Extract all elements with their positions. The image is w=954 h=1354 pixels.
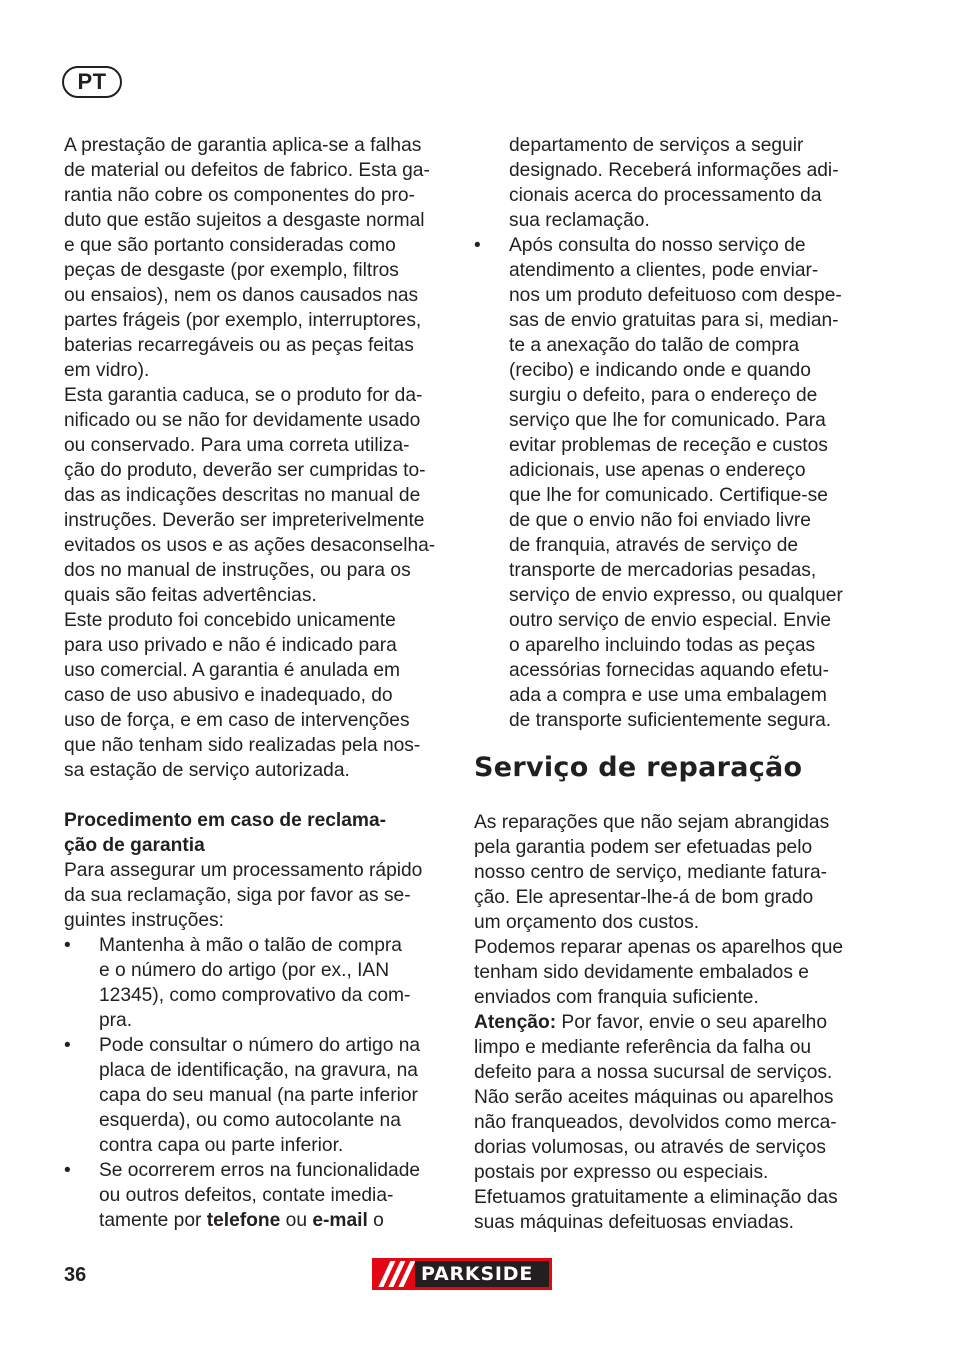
text-line: Podemos reparar apenas os aparelhos que bbox=[474, 937, 844, 958]
text-line: nosso centro de serviço, mediante fatura- bbox=[474, 862, 828, 883]
text-line: guintes instruções: bbox=[64, 910, 224, 931]
text-line: As reparações que não sejam abrangidas bbox=[474, 812, 830, 833]
text-line: Efetuamos gratuitamente a eliminação das bbox=[474, 1187, 838, 1208]
text-line: ção. Ele apresentar-lhe-á de bom grado bbox=[474, 887, 814, 908]
parkside-logo bbox=[372, 1258, 552, 1290]
text-line: Para assegurar um processamento rápido bbox=[64, 860, 423, 881]
text-line: adicionais, use apenas o endereço bbox=[509, 460, 806, 481]
text-line: o aparelho incluindo todas as peças bbox=[509, 635, 816, 656]
text-line: pela garantia podem ser efetuadas pelo bbox=[474, 837, 813, 858]
bullet-item bbox=[64, 933, 449, 1033]
text-line: transporte de mercadorias pesadas, bbox=[509, 560, 817, 581]
logo-stripes-icon bbox=[375, 1261, 415, 1287]
text-line: e que são portanto consideradas como bbox=[64, 235, 396, 256]
warranty-paragraph-3 bbox=[64, 608, 449, 783]
text-line: dos no manual de instruções, ou para os bbox=[64, 560, 411, 581]
bullet-item bbox=[64, 1158, 449, 1233]
text-line: Após consulta do nosso serviço de bbox=[509, 235, 806, 256]
right-column bbox=[474, 133, 864, 733]
page-number: 36 bbox=[64, 1264, 87, 1286]
text-line: ção de garantia bbox=[64, 835, 205, 856]
brand-name: PARKSIDE bbox=[421, 1263, 534, 1285]
text-line: de transporte suficientemente segura. bbox=[509, 710, 832, 731]
text-line: atendimento a clientes, pode enviar- bbox=[509, 260, 819, 281]
text-line: tenham sido devidamente embalados e bbox=[474, 962, 809, 983]
text-line: enviados com franquia suficiente. bbox=[474, 987, 759, 1008]
text-line: ou ensaios), nem os danos causados nas bbox=[64, 285, 419, 306]
text-line: placa de identificação, na gravura, na bbox=[99, 1060, 418, 1081]
text-line: instruções. Deverão ser impreterivelmente bbox=[64, 510, 425, 531]
text-line: evitar problemas de receção e custos bbox=[509, 435, 828, 456]
text-line: nificado ou se não for devidamente usado bbox=[64, 410, 421, 431]
repair-service-heading: Serviço de reparação bbox=[474, 752, 803, 783]
text-line: serviço que lhe for comunicado. Para bbox=[509, 410, 826, 431]
attention-line: Atenção: Por favor, envie o seu aparelho bbox=[474, 1012, 828, 1033]
text-line: (recibo) e indicando onde e quando bbox=[509, 360, 811, 381]
text-line: evitados os usos e as ações desaconselha- bbox=[64, 535, 436, 556]
claim-procedure-heading bbox=[64, 808, 449, 858]
text-line: das as indicações descritas no manual de bbox=[64, 485, 421, 506]
text-line: sas de envio gratuitas para si, median- bbox=[509, 310, 839, 331]
phone-term: telefone bbox=[206, 1210, 281, 1231]
text-line: Este produto foi concebido unicamente bbox=[64, 610, 396, 631]
text-line: em vidro). bbox=[64, 360, 150, 381]
warranty-paragraph-2 bbox=[64, 383, 449, 608]
text-line: cionais acerca do processamento da bbox=[509, 185, 822, 206]
bullet-item bbox=[64, 1033, 449, 1158]
text-line: nos um produto defeituoso com despe- bbox=[509, 285, 842, 306]
claim-intro bbox=[64, 858, 449, 933]
text-line: para uso privado e não é indicado para bbox=[64, 635, 397, 656]
bullet-item bbox=[474, 233, 864, 733]
text-line: capa do seu manual (na parte inferior bbox=[99, 1085, 418, 1106]
text-line: peças de desgaste (por exemplo, filtros bbox=[64, 260, 399, 281]
text-line: departamento de serviços a seguir bbox=[509, 135, 804, 156]
text-line: Mantenha à mão o talão de compra bbox=[99, 935, 402, 956]
text-line: pra. bbox=[99, 1010, 133, 1031]
text-line: um orçamento dos custos. bbox=[474, 912, 700, 933]
text-line: sa estação de serviço autorizada. bbox=[64, 760, 350, 781]
repair-paragraph-2 bbox=[474, 935, 864, 1010]
bullet-icon: • bbox=[474, 235, 481, 256]
text-line: Se ocorrerem erros na funcionalidade bbox=[99, 1160, 421, 1181]
bullet-text bbox=[509, 233, 864, 733]
text-line: Esta garantia caduca, se o produto for da- bbox=[64, 385, 423, 406]
text-line: de material ou defeitos de fabrico. Esta ga- bbox=[64, 160, 430, 181]
left-column bbox=[64, 133, 449, 1233]
text-line: acessórias fornecidas aquando efetu- bbox=[509, 660, 829, 681]
text-line: sua reclamação. bbox=[509, 210, 650, 231]
text-line: e o número do artigo (por ex., IAN bbox=[99, 960, 390, 981]
text-line: Não serão aceites máquinas ou aparelhos bbox=[474, 1087, 834, 1108]
text-line: Procedimento em caso de reclama- bbox=[64, 810, 387, 831]
text-line: quais são feitas advertências. bbox=[64, 585, 317, 606]
text-line: baterias recarregáveis ou as peças feitas bbox=[64, 335, 414, 356]
text-line: ada a compra e use uma embalagem bbox=[509, 685, 827, 706]
text-line: que não tenham sido realizadas pela nos- bbox=[64, 735, 421, 756]
repair-paragraph-1 bbox=[474, 810, 864, 935]
bullet-icon: • bbox=[64, 1160, 71, 1181]
text-line: que lhe for comunicado. Certifique-se bbox=[509, 485, 828, 506]
text-line: rantia não cobre os componentes do pro- bbox=[64, 185, 415, 206]
text-line: ção do produto, deverão ser cumpridas to- bbox=[64, 460, 426, 481]
text-line: Pode consultar o número do artigo na bbox=[99, 1035, 421, 1056]
bullet-text bbox=[99, 1033, 449, 1158]
text-line: contra capa ou parte inferior. bbox=[99, 1135, 344, 1156]
text-line: caso de uso abusivo e inadequado, do bbox=[64, 685, 393, 706]
text-line: não franqueados, devolvidos como merca- bbox=[474, 1112, 837, 1133]
text-line: uso de força, e em caso de intervenções bbox=[64, 710, 410, 731]
text-line: outro serviço de envio especial. Envie bbox=[509, 610, 832, 631]
bullet-text bbox=[99, 933, 449, 1033]
text-line: designado. Receberá informações adi- bbox=[509, 160, 839, 181]
bullet-icon: • bbox=[64, 1035, 71, 1056]
bullet-text bbox=[509, 133, 864, 233]
text-line: A prestação de garantia aplica-se a falhas bbox=[64, 135, 422, 156]
text-line: de que o envio não foi enviado livre bbox=[509, 510, 811, 531]
attention-label: Atenção: bbox=[474, 1012, 557, 1033]
attention-paragraph bbox=[474, 1035, 864, 1235]
text-line: surgiu o defeito, para o endereço de bbox=[509, 385, 818, 406]
text-line: suas máquinas defeituosas enviadas. bbox=[474, 1212, 794, 1233]
language-badge: PT bbox=[62, 66, 122, 98]
text-line: uso comercial. A garantia é anulada em bbox=[64, 660, 400, 681]
text-line: limpo e mediante referência da falha ou bbox=[474, 1037, 812, 1058]
bullet-text bbox=[99, 1158, 449, 1208]
repair-section bbox=[474, 810, 864, 1235]
text-line: serviço de envio expresso, ou qualquer bbox=[509, 585, 843, 606]
warranty-paragraph-1 bbox=[64, 133, 449, 383]
text-line: defeito para a nossa sucursal de serviços. bbox=[474, 1062, 833, 1083]
bullet-item-continued bbox=[474, 133, 864, 233]
text-line: ou conservado. Para uma correta utiliza- bbox=[64, 435, 410, 456]
email-term: e-mail bbox=[312, 1210, 368, 1231]
text-line: 12345), como comprovativo da com- bbox=[99, 985, 411, 1006]
text-line: dorias volumosas, ou através de serviços bbox=[474, 1137, 826, 1158]
text-line: postais por expresso ou especiais. bbox=[474, 1162, 769, 1183]
text-line: da sua reclamação, siga por favor as se- bbox=[64, 885, 411, 906]
text-line: partes frágeis (por exemplo, interruptores, bbox=[64, 310, 422, 331]
bullet-text-last-line: tamente por telefone ou e-mail o bbox=[99, 1210, 384, 1231]
bullet-icon: • bbox=[64, 935, 71, 956]
text-line: ou outros defeitos, contate imedia- bbox=[99, 1185, 394, 1206]
text-line: te a anexação do talão de compra bbox=[509, 335, 800, 356]
text-line: esquerda), ou como autocolante na bbox=[99, 1110, 401, 1131]
text-line: duto que estão sujeitos a desgaste normal bbox=[64, 210, 425, 231]
text-line: de franquia, através de serviço de bbox=[509, 535, 799, 556]
